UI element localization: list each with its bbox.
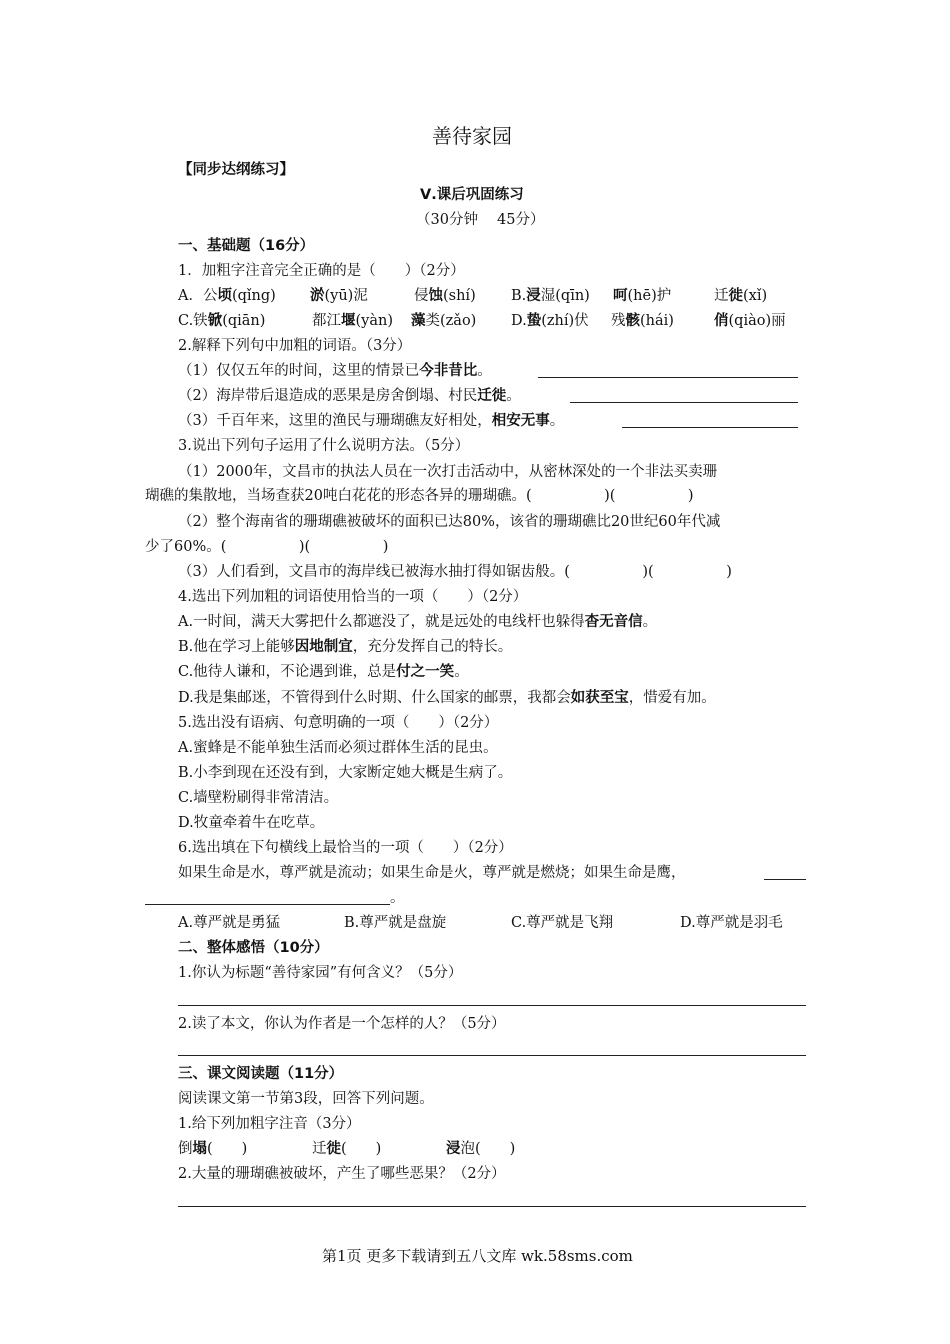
q4-option-d: D.我是集邮迷，不管得到什么时期、什么国家的邮票，我都会如获至宝，惜爱有加。 bbox=[178, 690, 716, 706]
q2-answer-line-2[interactable] bbox=[570, 402, 798, 403]
q3-item-2a: （2）整个海南省的珊瑚礁被破坏的面积已达80%，该省的珊瑚礁比20世纪60年代减 bbox=[178, 514, 721, 530]
s3-q2-answer-line[interactable] bbox=[178, 1206, 806, 1207]
q1-option-c1: C.铁锨(qiān) bbox=[178, 313, 266, 329]
q5-option-c: C.墙壁粉刷得非常清洁。 bbox=[178, 790, 339, 806]
s2-q2: 2.读了本文，你认为作者是一个怎样的人？（5分） bbox=[178, 1016, 506, 1032]
q1-option-d2: 残骸(hái) bbox=[611, 313, 674, 329]
q1-option-b1: B.浸湿(qīn) bbox=[511, 288, 590, 304]
q1-option-c2: 都江堰(yàn) bbox=[312, 313, 393, 329]
q5-option-d: D.牧童牵着牛在吃草。 bbox=[178, 815, 325, 831]
q2-answer-line-1[interactable] bbox=[538, 377, 798, 378]
q3-stem: 3.说出下列句子运用了什么说明方法。（5分） bbox=[178, 438, 470, 454]
s2-q2-answer-line[interactable] bbox=[178, 1055, 806, 1056]
q6-blank-line-1[interactable] bbox=[764, 879, 806, 880]
q3-item-1b: 瑚礁的集散地，当场查获20吨白花花的形态各异的珊瑚礁。( )( ) bbox=[145, 488, 694, 504]
q6-option-d: D.尊严就是羽毛 bbox=[680, 915, 783, 931]
section-tag: 【同步达纲练习】 bbox=[178, 162, 294, 178]
section-2-heading: 二、整体感悟（10分） bbox=[178, 940, 329, 956]
q1-option-c3: 藻类(zǎo) bbox=[411, 313, 477, 329]
s2-q1-answer-line[interactable] bbox=[178, 1005, 806, 1006]
q1-option-a3: 侵蚀(shí) bbox=[414, 288, 476, 304]
q6-option-c: C.尊严就是飞翔 bbox=[511, 915, 614, 931]
q2-stem: 2.解释下列句中加粗的词语。（3分） bbox=[178, 338, 412, 354]
q1-option-d3: 俏(qiào)丽 bbox=[714, 313, 786, 329]
page-footer: 第1页 更多下载请到五八文库 wk.58sms.com bbox=[322, 1247, 633, 1265]
s3-pinyin-2: 迁徙( ) bbox=[312, 1141, 382, 1157]
q5-option-a: A.蜜蜂是不能单独生活而必须过群体生活的昆虫。 bbox=[178, 740, 498, 756]
q3-item-3: （3）人们看到，文昌市的海岸线已被海水抽打得如锯齿般。( )( ) bbox=[178, 564, 732, 580]
q1-option-b3: 迁徙(xǐ) bbox=[714, 288, 768, 304]
q4-stem: 4.选出下列加粗的词语使用恰当的一项（ ）（2分） bbox=[178, 589, 528, 605]
q1-option-a1: A．公顷(qǐng) bbox=[178, 288, 276, 304]
q2-item-3: （3）千百年来，这里的渔民与珊瑚礁友好相处，相安无事。 bbox=[178, 413, 565, 429]
q6-stem: 6.选出填在下句横线上最恰当的一项（ ）（2分） bbox=[178, 840, 513, 856]
section-v-heading: Ⅴ.课后巩固练习 bbox=[420, 187, 524, 203]
q5-stem: 5.选出没有语病、句意明确的一项（ ）（2分） bbox=[178, 715, 499, 731]
s3-intro: 阅读课文第一节第3段，回答下列问题。 bbox=[178, 1091, 434, 1107]
q1-option-a2: 淤(yū)泥 bbox=[310, 288, 368, 304]
q1-option-b2: 呵(hē)护 bbox=[613, 288, 672, 304]
q4-option-c: C.他待人谦和，不论遇到谁，总是付之一笑。 bbox=[178, 664, 469, 680]
q4-option-b: B.他在学习上能够因地制宜，充分发挥自己的特长。 bbox=[178, 639, 513, 655]
q3-item-1a: （1）2000年，文昌市的执法人员在一次打击活动中，从密林深处的一个非法买卖珊 bbox=[178, 464, 718, 480]
s3-pinyin-1: 倒塌( ) bbox=[178, 1141, 248, 1157]
q6-text-end: 。 bbox=[390, 890, 405, 906]
time-score: （30分钟 45分） bbox=[416, 212, 545, 228]
section-3-heading: 三、课文阅读题（11分） bbox=[178, 1066, 344, 1082]
q1-stem: 1．加粗字注音完全正确的是（ ）（2分） bbox=[178, 263, 465, 279]
q6-option-a: A.尊严就是勇猛 bbox=[178, 915, 281, 931]
q2-item-1: （1）仅仅五年的时间，这里的情景已今非昔比。 bbox=[178, 363, 492, 379]
q6-text: 如果生命是水，尊严就是流动；如果生命是火，尊严就是燃烧；如果生命是鹰， bbox=[178, 865, 686, 881]
s3-pinyin-3: 浸泡( ) bbox=[446, 1141, 516, 1157]
q2-item-2: （2）海岸带后退造成的恶果是房舍倒塌、村民迁徙。 bbox=[178, 388, 521, 404]
s3-q1: 1.给下列加粗字注音（3分） bbox=[178, 1116, 361, 1132]
q6-option-b: B.尊严就是盘旋 bbox=[344, 915, 447, 931]
q3-item-2b: 少了60%。( )( ) bbox=[145, 539, 389, 555]
page-title: 善待家园 bbox=[432, 124, 512, 148]
s3-q2: 2.大量的珊瑚礁被破坏，产生了哪些恶果？（2分） bbox=[178, 1166, 506, 1182]
s2-q1: 1.你认为标题“善待家园”有何含义？（5分） bbox=[178, 965, 463, 981]
section-1-heading: 一、基础题（16分） bbox=[178, 238, 315, 254]
q6-blank-line-2[interactable] bbox=[145, 904, 390, 905]
q1-option-d1: D.蛰(zhí)伏 bbox=[511, 313, 589, 329]
q5-option-b: B.小李到现在还没有到，大家断定她大概是生病了。 bbox=[178, 765, 513, 781]
q2-answer-line-3[interactable] bbox=[622, 427, 798, 428]
q4-option-a: A.一时间，满天大雾把什么都遮没了，就是远处的电线杆也躲得杳无音信。 bbox=[178, 614, 658, 630]
